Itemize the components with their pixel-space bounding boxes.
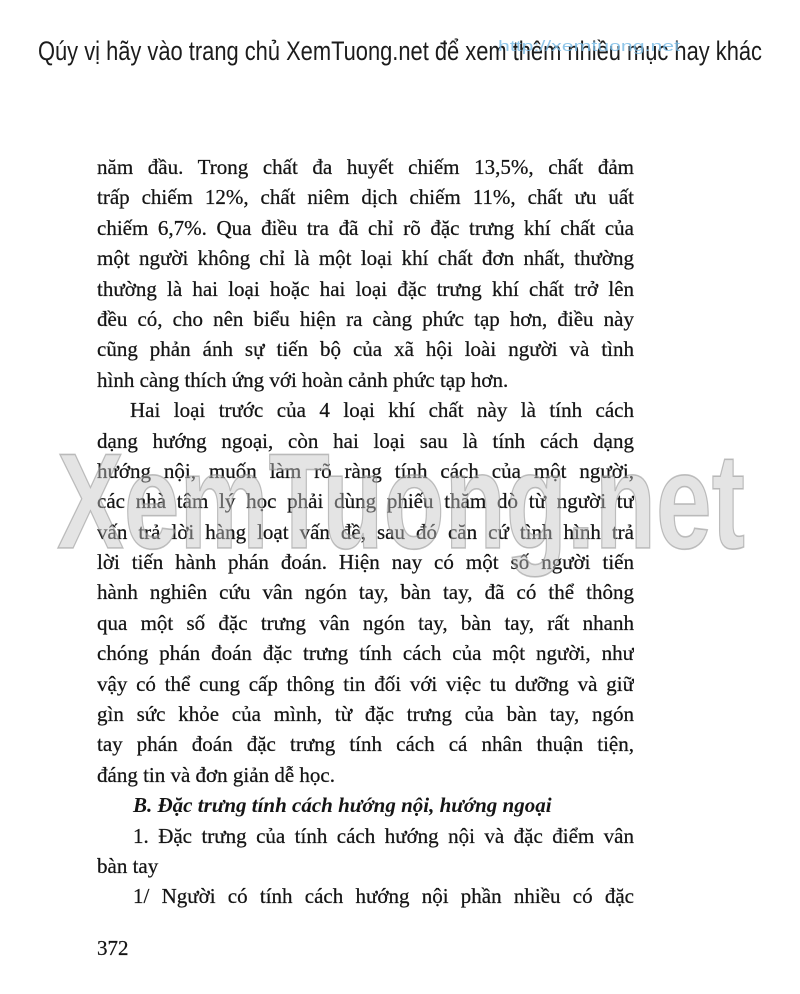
page-body — [97, 152, 634, 912]
subsection-title — [97, 821, 634, 882]
header-url-overlay: http://xemtuong.net — [498, 38, 682, 55]
watermark: XemTuong.net — [57, 425, 745, 577]
text-line: đều có, cho nên biểu hiện ra càng phức tạp hơn, điều này — [97, 306, 634, 331]
text-line: trấp chiếm 12%, chất niêm dịch chiếm 11%, chất ưu uất — [97, 185, 634, 210]
text-line: năm đầu. Trong chất đa huyết chiếm 13,5%, chất đảm — [97, 155, 634, 179]
text-line: qua một số đặc trưng vân ngón tay, bàn tay, rất nhanh — [97, 610, 634, 635]
text-line: vấn trả lời hàng loạt vấn đề, sau đó căn cứ tình hình trả — [97, 519, 634, 544]
text-line: hướng nội, muốn làm rõ ràng tính cách của một người, — [97, 458, 634, 483]
text-line: bàn tay — [97, 853, 159, 878]
text-line: một người không chỉ là một loại khí chất đơn nhất, thường — [97, 246, 634, 271]
text-line: đáng tin và đơn giản dễ học. — [97, 762, 335, 787]
header-notice: Qúy vị hãy vào trang chủ XemTuong.net để xem thêm nhiều mục hay khác — [38, 36, 762, 66]
page-number: 372 — [97, 936, 129, 960]
list-item: 1/ Người có tính cách hướng nội phần nhiều có đặc — [133, 884, 634, 909]
text-line: Hai loại trước của 4 loại khí chất này là tính cách — [130, 398, 634, 423]
text-line: gìn sức khỏe của mình, từ đặc trưng của bàn tay, ngón — [97, 702, 634, 727]
text-line: cũng phản ánh sự tiến bộ của xã hội loài người và tình — [97, 337, 634, 362]
text-line: lời tiến hành phán đoán. Hiện nay có một số người tiến — [97, 550, 634, 575]
section-heading: B. Đặc trưng tính cách hướng nội, hướng ngoại — [133, 793, 552, 818]
text-line: vậy có thể cung cấp thông tin đối với việc tu dưỡng và giữ — [97, 671, 634, 696]
paragraph-2 — [97, 395, 634, 790]
text-line: thường là hai loại hoặc hai loại đặc trưng khí chất trở lên — [97, 276, 634, 301]
text-line: chiếm 6,7%. Qua điều tra đã chỉ rõ đặc trưng khí chất của — [97, 215, 634, 240]
text-line: hành nghiên cứu vân ngón tay, bàn tay, đã có thể thông — [97, 580, 634, 605]
paragraph-1 — [97, 152, 634, 395]
text-line: 1. Đặc trưng của tính cách hướng nội và đặc điểm vân — [133, 823, 634, 848]
text-line: hình càng thích ứng với hoàn cảnh phức tạp hơn. — [97, 367, 509, 392]
header-banner — [0, 0, 800, 90]
text-line: tay phán đoán đặc trưng tính cách cá nhân thuận tiện, — [97, 732, 634, 757]
text-line: chóng phán đoán đặc trưng tính cách của một người, như — [97, 641, 634, 666]
text-line: các nhà tâm lý học phải dùng phiếu thăm dò từ người tư — [97, 489, 634, 514]
text-line: dạng hướng ngoại, còn hai loại sau là tính cách dạng — [97, 428, 634, 453]
